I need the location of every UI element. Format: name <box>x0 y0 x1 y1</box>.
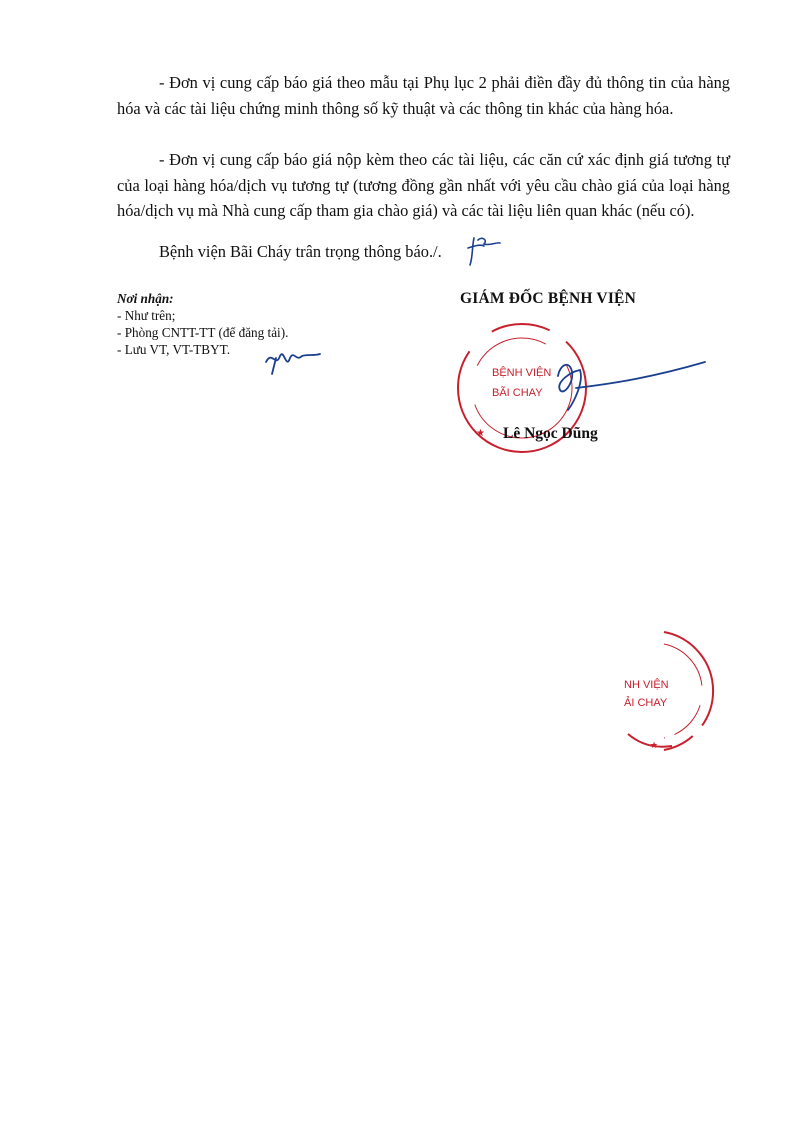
seal-text-line2: BÃI CHAY <box>492 387 543 399</box>
partial-seal-stamp <box>608 630 724 754</box>
paragraph-quote-form: - Đơn vị cung cấp báo giá theo mẫu tại Phụ lục 2 phải điền đầy đủ thông tin của hàng hóa và các tài liệu chứng minh thông số kỹ thuật và các thông tin khác của hàng hóa. <box>117 73 730 118</box>
paragraph-supporting-documents: - Đơn vị cung cấp báo giá nộp kèm theo các tài liệu, các căn cứ xác định giá tương tự của loại hàng hóa/dịch vụ tương tự (tương đồng gần nhất với yêu cầu chào giá của loại hàng hóa/dịch vụ mà Nhà cung cấp tham gia chào giá) và các tài liệu liên quan khác (nếu có). <box>117 150 730 220</box>
initials-signature <box>464 234 504 268</box>
partial-seal-text-line1: NH VIỆN <box>624 679 669 691</box>
director-signature <box>540 350 720 420</box>
signatory-title: GIÁM ĐỐC BỆNH VIỆN <box>460 290 636 307</box>
seal-star-icon: ★ <box>476 428 485 439</box>
recipient-item: - Như trên; <box>117 308 176 323</box>
recipient-item: - Phòng CNTT-TT (để đăng tải). <box>117 325 289 340</box>
seal-text-line1: BỆNH VIỆN <box>492 367 552 379</box>
closing-statement: Bệnh viện Bãi Cháy trân trọng thông báo./. <box>159 242 442 261</box>
recipients-title: Nơi nhận: <box>117 291 174 306</box>
partial-seal-text-line2: ẢI CHAY <box>624 697 668 709</box>
signatory-name: Lê Ngọc Dũng <box>503 425 598 442</box>
filing-initials-signature <box>262 344 322 378</box>
recipient-item: - Lưu VT, VT-TBYT. <box>117 342 231 357</box>
partial-seal-star-icon: ★ <box>650 740 659 750</box>
